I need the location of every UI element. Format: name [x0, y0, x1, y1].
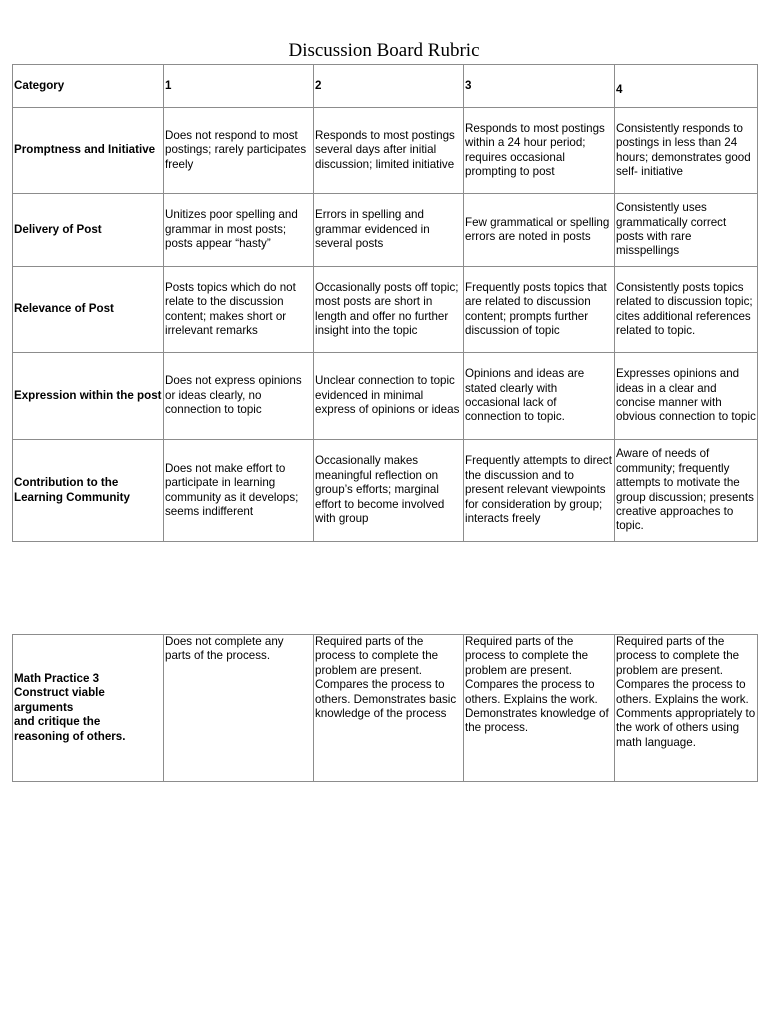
header-level-4: 4 [615, 65, 758, 108]
level-3-cell: Frequently attempts to direct the discussion and to present relevant viewpoints for consideration by group; interacts freely [464, 440, 615, 542]
row-category: Relevance of Post [13, 267, 164, 353]
level-3-cell: Frequently posts topics that are related to discussion content; prompts further discussion of topic [464, 267, 615, 353]
level-3-cell: Opinions and ideas are stated clearly with occasional lack of connection to topic. [464, 353, 615, 440]
math-practice-table [12, 634, 758, 782]
level-2-cell: Unclear connection to topic evidenced in minimal express of opinions or ideas [314, 353, 464, 440]
level-1-cell: Does not make effort to participate in learning community as it develops; seems indifferent [164, 440, 314, 542]
header-level-1: 1 [164, 65, 314, 108]
math-practice-category [13, 635, 164, 782]
level-3-cell: Few grammatical or spelling errors are noted in posts [464, 194, 615, 267]
category-line: reasoning of others. [14, 729, 126, 743]
level-1-cell: Does not express opinions or ideas clearly, no connection to topic [164, 353, 314, 440]
level-3-cell: Responds to most postings within a 24 hour period; requires occasional prompting to post [464, 108, 615, 194]
level-1-cell: Posts topics which do not relate to the discussion content; makes short or irrelevant remarks [164, 267, 314, 353]
row-category: Delivery of Post [13, 194, 164, 267]
header-level-2: 2 [314, 65, 464, 108]
document-title: Discussion Board Rubric [288, 40, 480, 61]
level-1-cell: Does not complete any parts of the process. [164, 635, 314, 782]
level-2-cell: Occasionally posts off topic; most posts are short in length and offer no further insight into the topic [314, 267, 464, 353]
level-1-cell: Does not respond to most postings; rarely participates freely [164, 108, 314, 194]
table-header-row [13, 65, 758, 108]
level-4-cell: Required parts of the process to complete the problem are present. Compares the process to others. Explains the work. Comments appropriately to the work of others using math language. [615, 635, 758, 782]
table-row [13, 353, 758, 440]
rubric-table [12, 64, 758, 542]
level-2-cell: Occasionally makes meaningful reflection on group’s efforts; marginal effort to become involved with group [314, 440, 464, 542]
table-row [13, 267, 758, 353]
level-4-cell: Consistently posts topics related to discussion topic; cites additional references related to topic. [615, 267, 758, 353]
row-category: Promptness and Initiative [13, 108, 164, 194]
table-row [13, 194, 758, 267]
table-row [13, 108, 758, 194]
table-row [13, 440, 758, 542]
category-line: Math Practice 3 [14, 671, 100, 685]
level-2-cell: Required parts of the process to complete the problem are present. Compares the process to others. Demonstrates basic knowledge of the process [314, 635, 464, 782]
row-category: Contribution to the Learning Community [13, 440, 164, 542]
level-4-cell: Aware of needs of community; frequently attempts to motivate the group discussion; presents creative approaches to topic. [615, 440, 758, 542]
level-2-cell: Errors in spelling and grammar evidenced in several posts [314, 194, 464, 267]
header-category: Category [13, 65, 164, 108]
level-4-cell: Consistently responds to postings in less than 24 hours; demonstrates good self- initiative [615, 108, 758, 194]
level-4-cell: Expresses opinions and ideas in a clear and concise manner with obvious connection to topic [615, 353, 758, 440]
category-line: Construct viable arguments [14, 686, 105, 714]
row-category: Expression within the post [13, 353, 164, 440]
header-level-3: 3 [464, 65, 615, 108]
level-3-cell: Required parts of the process to complete the problem are present. Compares the process to others. Explains the work. Demonstrates knowledge of the process. [464, 635, 615, 782]
category-line: and critique the [14, 715, 101, 729]
table-row [13, 635, 758, 782]
level-1-cell: Unitizes poor spelling and grammar in most posts; posts appear “hasty” [164, 194, 314, 267]
level-4-cell: Consistently uses grammatically correct posts with rare misspellings [615, 194, 758, 267]
level-2-cell: Responds to most postings several days after initial discussion; limited initiative [314, 108, 464, 194]
